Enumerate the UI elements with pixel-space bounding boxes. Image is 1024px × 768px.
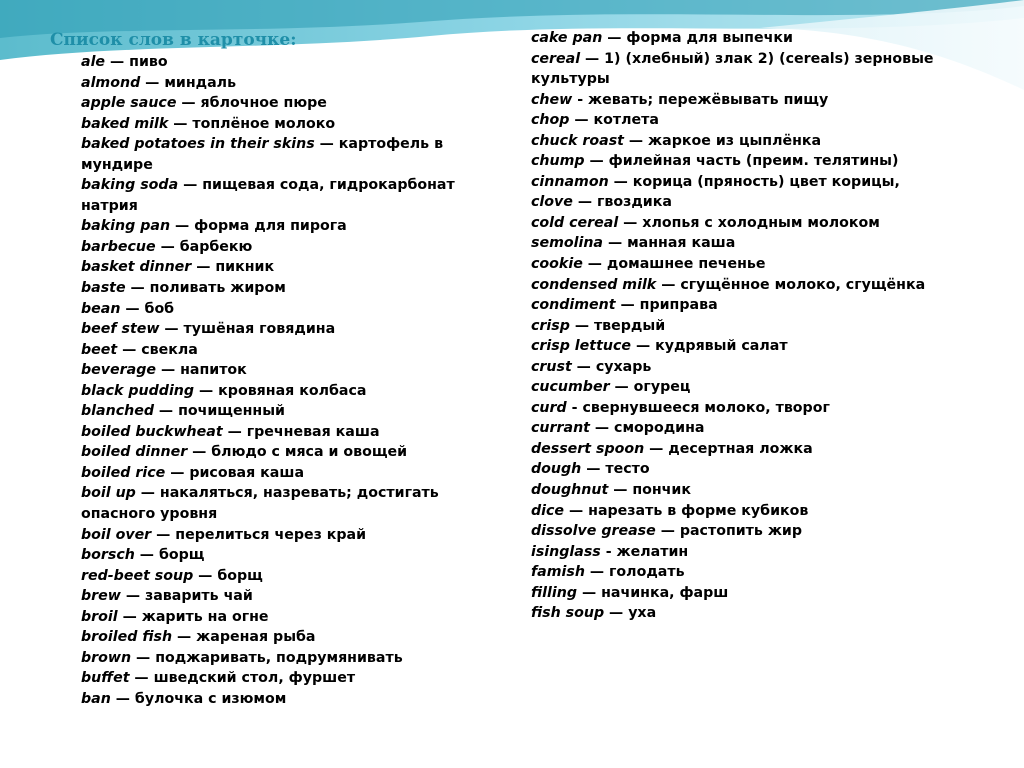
word-definition: булочка с изюмом [134, 690, 287, 707]
word-term: chuck roast [531, 132, 624, 149]
word-entry [81, 360, 471, 381]
word-definition: гречневая каша [246, 423, 380, 440]
word-separator: — [569, 112, 594, 129]
word-term: dissolve grease [531, 523, 656, 540]
word-definition: филейная часть (преим. телятины) [608, 153, 899, 170]
word-definition: свернувшееся молоко, творог [582, 399, 830, 416]
word-term: cucumber [531, 379, 610, 396]
page-title: Список слов в карточке: [50, 30, 297, 50]
word-term: cereal [531, 50, 581, 67]
word-term: red-beet soup [81, 567, 194, 584]
word-definition: желатин [616, 543, 689, 560]
word-entry [81, 689, 471, 710]
word-separator: — [609, 379, 634, 396]
word-term: isinglass [531, 543, 601, 560]
word-definition: сгущённое молоко, сгущёнка [680, 276, 926, 293]
word-term: clove [531, 194, 573, 211]
word-definition: почищенный [178, 403, 285, 420]
word-separator: — [178, 177, 203, 194]
word-definition: поливать жиром [149, 280, 286, 297]
word-definition: заварить чай [144, 588, 253, 605]
word-entry [81, 114, 471, 135]
word-term: boiled rice [81, 464, 166, 481]
word-definition: перелиться через край [175, 526, 367, 543]
word-entry [81, 668, 471, 689]
word-entry [531, 336, 951, 357]
word-term: almond [81, 74, 141, 91]
word-definition: твердый [593, 317, 666, 334]
word-entry [531, 562, 951, 583]
word-separator: — [120, 300, 145, 317]
word-separator: — [117, 341, 142, 358]
word-separator: — [165, 464, 190, 481]
word-term: dice [531, 502, 565, 519]
word-definition: гвоздика [596, 194, 672, 211]
word-definition: напиток [180, 362, 247, 379]
word-definition: растопить жир [679, 523, 803, 540]
word-separator: — [656, 276, 681, 293]
word-term: baking pan [81, 218, 171, 235]
word-term: chop [531, 112, 570, 129]
word-term: broiled fish [81, 629, 173, 646]
word-definition: яблочное пюре [200, 95, 327, 112]
word-separator: — [572, 194, 597, 211]
word-separator: — [644, 440, 669, 457]
word-definition: манная каша [627, 235, 736, 252]
word-definition: рисовая каша [189, 464, 305, 481]
word-term: beet [81, 341, 118, 358]
word-term: borsch [81, 547, 135, 564]
word-definition: хлопья с холодным молоком [642, 214, 880, 231]
word-term: famish [531, 564, 585, 581]
word-separator: — [581, 461, 606, 478]
word-definition: котлета [593, 112, 659, 129]
word-term: crisp lettuce [531, 338, 631, 355]
word-entry [81, 525, 471, 546]
word-definition: форма для выпечки [626, 30, 793, 46]
word-term: brown [81, 649, 132, 666]
word-definition: миндаль [164, 74, 237, 91]
word-term: baked potatoes in their skins [81, 136, 315, 153]
word-entry [81, 52, 471, 73]
word-term: semolina [531, 235, 603, 252]
word-separator: — [604, 605, 629, 622]
word-term: cold cereal [531, 214, 619, 231]
word-entry [531, 213, 951, 234]
word-separator: — [194, 382, 219, 399]
word-definition: тесто [605, 461, 650, 478]
word-separator: — [564, 502, 589, 519]
word-entry [81, 566, 471, 587]
word-entry [531, 439, 951, 460]
word-term: cookie [531, 256, 583, 273]
word-term: filling [531, 584, 578, 601]
word-term: baking soda [81, 177, 179, 194]
word-entry [81, 257, 471, 278]
word-separator: — [134, 547, 159, 564]
word-separator: — [135, 485, 160, 502]
word-term: crisp [531, 317, 570, 334]
word-entry [531, 49, 951, 90]
word-entry [531, 377, 951, 398]
word-entry [81, 340, 471, 361]
word-separator: — [159, 321, 184, 338]
word-term: doughnut [531, 482, 609, 499]
word-entry [531, 459, 951, 480]
word-definition: шведский стол, фуршет [153, 670, 356, 687]
word-definition: пищевая сода, гидрокарбонат натрия [81, 177, 455, 214]
word-entry [81, 319, 471, 340]
word-definition: борщ [158, 547, 205, 564]
word-separator: — [140, 74, 165, 91]
word-list-left-column [81, 52, 471, 710]
word-entry [531, 398, 951, 419]
word-entry [81, 299, 471, 320]
word-entry [81, 381, 471, 402]
word-separator: — [584, 564, 610, 581]
word-term: curd [531, 399, 567, 416]
word-term: chew [531, 91, 573, 108]
word-definition: поджаривать, подрумянивать [155, 649, 403, 666]
word-separator: — [577, 584, 602, 601]
word-separator: — [655, 523, 680, 540]
word-definition: десертная ложка [668, 440, 813, 457]
word-term: boil up [81, 485, 136, 502]
word-term: boiled dinner [81, 444, 188, 461]
word-separator: — [580, 50, 605, 67]
word-term: black pudding [81, 382, 195, 399]
word-definition: нарезать в форме кубиков [588, 502, 809, 519]
word-entry [81, 134, 471, 175]
word-definition: боб [144, 300, 175, 317]
word-entry [531, 316, 951, 337]
word-term: currant [531, 420, 590, 437]
word-definition: жевать; пережёвывать пищу [588, 91, 829, 108]
word-definition: кровяная колбаса [218, 382, 367, 399]
word-entry [531, 542, 951, 563]
word-entry [531, 521, 951, 542]
word-definition: 1) (хлебный) злак 2) (cereals) зерновые культуры [531, 50, 934, 88]
word-list-right-column [531, 28, 951, 624]
word-entry [81, 545, 471, 566]
word-entry [81, 237, 471, 258]
word-definition: форма для пирога [194, 218, 347, 235]
word-separator: — [151, 526, 176, 543]
word-entry [531, 603, 951, 624]
word-entry [531, 90, 951, 111]
word-separator: — [153, 403, 179, 420]
word-separator: — [172, 629, 197, 646]
word-entry [531, 151, 951, 172]
word-definition: свекла [141, 341, 198, 358]
word-entry [531, 480, 951, 501]
word-definition: барбекю [179, 238, 253, 255]
word-entry [81, 648, 471, 669]
word-separator: — [314, 136, 339, 153]
word-entry [531, 110, 951, 131]
word-term: baked milk [81, 115, 169, 132]
word-separator: — [129, 670, 154, 687]
word-term: chump [531, 153, 585, 170]
word-entry [81, 483, 471, 524]
word-definition: корица (пряность) цвет корицы, [632, 173, 900, 190]
word-separator: — [603, 235, 628, 252]
word-entry [81, 607, 471, 628]
word-entry [531, 192, 951, 213]
word-entry [81, 175, 471, 216]
word-separator: — [131, 649, 156, 666]
word-entry [81, 422, 471, 443]
word-separator: — [125, 280, 150, 297]
word-separator: — [176, 95, 201, 112]
word-definition: домашнее печенье [606, 256, 766, 273]
word-separator: — [615, 297, 640, 314]
word-term: dough [531, 461, 582, 478]
word-term: basket dinner [81, 259, 192, 276]
word-entry [81, 93, 471, 114]
word-separator: — [120, 588, 145, 605]
word-separator: — [105, 54, 130, 70]
word-definition: уха [628, 605, 657, 622]
word-term: baste [81, 280, 126, 297]
word-term: condiment [531, 297, 616, 314]
word-term: barbecue [81, 238, 156, 255]
word-entry [531, 172, 951, 193]
word-entry [531, 275, 951, 296]
word-definition: пончик [632, 482, 691, 499]
word-term: ban [81, 690, 111, 707]
word-entry [81, 586, 471, 607]
word-entry [531, 583, 951, 604]
word-term: apple sauce [81, 95, 177, 112]
word-definition: жаркое из цыплёнка [648, 132, 822, 149]
word-definition: приправа [639, 297, 718, 314]
word-separator: — [582, 256, 607, 273]
word-term: boiled buckwheat [81, 423, 223, 440]
word-separator: — [571, 358, 596, 375]
word-entry [531, 295, 951, 316]
word-entry [81, 401, 471, 422]
word-separator: — [156, 362, 181, 379]
word-separator: — [584, 153, 609, 170]
word-separator: — [193, 567, 218, 584]
word-separator: — [222, 423, 247, 440]
word-entry [81, 627, 471, 648]
word-separator: — [569, 317, 594, 334]
word-entry [81, 73, 471, 94]
word-definition: картофель в мундире [81, 136, 444, 173]
word-separator: — [602, 30, 627, 46]
word-separator: — [187, 444, 212, 461]
word-entry [531, 131, 951, 152]
word-term: broil [81, 608, 118, 625]
word-definition: начинка, фарш [601, 584, 729, 601]
word-term: boil over [81, 526, 152, 543]
word-term: bean [81, 300, 121, 317]
word-separator: — [589, 420, 615, 437]
word-separator: — [631, 338, 656, 355]
word-separator: — [110, 690, 135, 707]
word-separator: — [168, 115, 193, 132]
word-term: dessert spoon [531, 440, 645, 457]
word-definition: сухарь [595, 358, 652, 375]
word-definition: жареная рыба [196, 629, 316, 646]
word-definition: голодать [609, 564, 685, 581]
word-term: brew [81, 588, 121, 605]
word-definition: тушёная говядина [183, 321, 336, 338]
word-separator: — [117, 608, 142, 625]
word-definition: огурец [633, 379, 691, 396]
word-term: fish soup [531, 605, 605, 622]
word-entry [81, 278, 471, 299]
word-definition: топлёное молоко [192, 115, 336, 132]
word-entry [531, 28, 951, 49]
word-separator: - [572, 91, 589, 108]
word-definition: пиво [129, 54, 168, 70]
word-separator: — [191, 259, 216, 276]
word-entry [81, 442, 471, 463]
word-entry [531, 254, 951, 275]
word-separator: — [618, 214, 643, 231]
word-term: beef stew [81, 321, 160, 338]
word-definition: борщ [217, 567, 263, 584]
word-definition: блюдо с мяса и овощей [211, 444, 408, 461]
word-term: ale [81, 54, 106, 70]
word-entry [81, 463, 471, 484]
word-separator: - [566, 399, 583, 416]
word-separator: — [608, 173, 633, 190]
word-separator: — [608, 482, 633, 499]
word-separator: - [600, 543, 617, 560]
word-separator: — [155, 238, 180, 255]
word-definition: смородина [614, 420, 705, 437]
word-definition: накаляться, назревать; достигать опасного уровня [81, 485, 439, 523]
word-term: blanched [81, 403, 154, 420]
word-term: cinnamon [531, 173, 609, 190]
word-entry [531, 233, 951, 254]
word-entry [531, 357, 951, 378]
word-entry [81, 216, 471, 237]
word-definition: кудрявый салат [655, 338, 788, 355]
word-term: beverage [81, 362, 156, 379]
word-term: condensed milk [531, 276, 657, 293]
word-entry [531, 418, 951, 439]
word-term: buffet [81, 670, 130, 687]
word-definition: жарить на огне [141, 608, 269, 625]
word-separator: — [170, 218, 195, 235]
word-separator: — [623, 132, 649, 149]
word-definition: пикник [215, 259, 275, 276]
word-term: crust [531, 358, 572, 375]
word-term: cake pan [531, 30, 603, 46]
word-entry [531, 501, 951, 522]
